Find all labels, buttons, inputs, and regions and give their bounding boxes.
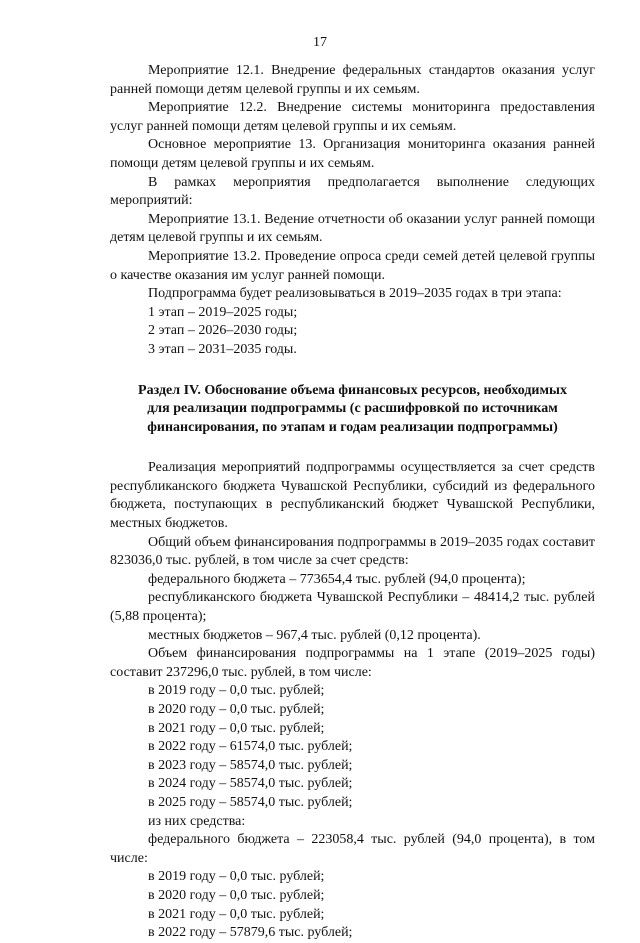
- paragraph: В рамках мероприятия предполагается выполнение следующих мероприятий:: [110, 174, 595, 209]
- paragraph: Общий объем финансирования подпрограммы в 2019–2035 годах составит 823036,0 тыс. рублей, в том числе за счет средств:: [110, 534, 595, 569]
- page-number: 17: [313, 35, 327, 50]
- year-funding-line: в 2019 году – 0,0 тыс. рублей;: [148, 869, 325, 885]
- paragraph: Основное мероприятие 13. Организация мониторинга оказания ранней помощи детям целевой группы и их семьям.: [110, 137, 595, 171]
- year-funding-line: в 2020 году – 0,0 тыс. рублей;: [148, 887, 325, 903]
- paragraph: Подпрограмма будет реализовываться в 2019–2035 годах в три этапа:: [148, 286, 562, 302]
- funding-line: местных бюджетов – 967,4 тыс. рублей (0,12 процента).: [148, 627, 481, 643]
- paragraph: из них средства:: [148, 813, 246, 829]
- year-funding-line: в 2021 году – 0,0 тыс. рублей;: [148, 906, 325, 922]
- year-funding-line: в 2021 году – 0,0 тыс. рублей;: [148, 720, 325, 736]
- year-funding-line: в 2023 году – 58574,0 тыс. рублей;: [148, 757, 353, 773]
- year-funding-line: в 2022 году – 57879,6 тыс. рублей;: [148, 925, 353, 941]
- year-funding-line: в 2024 году – 58574,0 тыс. рублей;: [148, 776, 353, 792]
- funding-line: республиканского бюджета Чувашской Республики – 48414,2 тыс. рублей (5,88 процента);: [110, 590, 595, 625]
- stage-item: 2 этап – 2026–2030 годы;: [148, 323, 298, 339]
- paragraph: Реализация мероприятий подпрограммы осуществляется за счет средств республиканского бюджета Чувашской Республики, субсидий из федерального бюджета, поступающих в республиканский бюджет Чувашской Республики, местных бюджетов.: [110, 460, 595, 532]
- section-heading-line: финансирования, по этапам и годам реализации подпрограммы): [147, 419, 558, 435]
- section-heading-line: Раздел IV. Обоснование объема финансовых ресурсов, необходимых: [138, 382, 567, 398]
- year-funding-line: в 2022 году – 61574,0 тыс. рублей;: [148, 739, 353, 755]
- paragraph: Мероприятие 13.1. Ведение отчетности об оказании услуг ранней помощи детям целевой группы и их семьям.: [110, 211, 595, 246]
- paragraph: Мероприятие 12.2. Внедрение системы мониторинга предоставления услуг ранней помощи детям целевой группы и их семьям.: [110, 100, 595, 134]
- page-content: [110, 62, 595, 943]
- section-heading: [110, 382, 595, 438]
- year-funding-line: в 2025 году – 58574,0 тыс. рублей;: [148, 794, 353, 810]
- section-heading-line: для реализации подпрограммы (с расшифровкой по источникам: [147, 401, 558, 417]
- paragraph: Мероприятие 13.2. Проведение опроса среди семей детей целевой группы о качестве оказания им услуг ранней помощи.: [110, 248, 595, 283]
- stage-item: 1 этап – 2019–2025 годы;: [148, 304, 298, 320]
- funding-line: федерального бюджета – 773654,4 тыс. рублей (94,0 процента);: [148, 571, 526, 587]
- funding-line: федерального бюджета – 223058,4 тыс. рублей (94,0 процента), в том числе:: [110, 832, 595, 866]
- paragraph: Объем финансирования подпрограммы на 1 этапе (2019–2025 годы) составит 237296,0 тыс. рублей, в том числе:: [110, 646, 595, 680]
- paragraph: Мероприятие 12.1. Внедрение федеральных стандартов оказания услуг ранней помощи детям целевой группы и их семьям.: [110, 63, 595, 97]
- stage-item: 3 этап – 2031–2035 годы.: [148, 341, 297, 357]
- year-funding-line: в 2020 году – 0,0 тыс. рублей;: [148, 702, 325, 717]
- year-funding-line: в 2019 году – 0,0 тыс. рублей;: [148, 683, 325, 699]
